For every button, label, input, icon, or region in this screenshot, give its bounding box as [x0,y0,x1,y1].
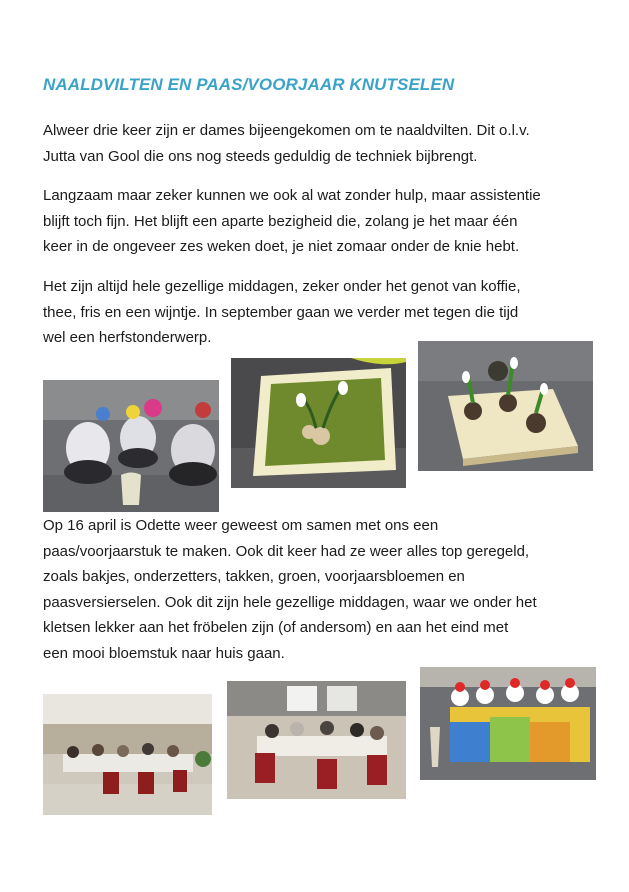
text-line: paasversierselen. Ook dit zijn hele gezellige middagen, waar we onder het [43,593,537,611]
felt-bulbs-board-photo [418,341,593,471]
text-line: een mooi bloemstuk naar huis gaan. [43,644,285,662]
text-line: zoals bakjes, onderzetters, takken, groen, voorjaarsbloemen en [43,568,465,585]
text-line: Jutta van Gool die ons nog steeds geduldig de techniek bijbrengt. [43,147,478,165]
easter-chickens-photo [420,667,596,780]
text-line: kletsen lekker aan het fröbelen zijn (of andersom) en aan het eind met [43,619,509,636]
text-line: Alweer drie keer zijn er dames bijeengekomen om te naaldvilten. Dit o.l.v. [43,122,530,139]
paragraph-4 [43,513,593,666]
text-line: Het zijn altijd hele gezellige middagen, zeker onder het genot van koffie, [43,278,521,295]
hall-group-photo [43,694,212,815]
text-line: paas/voorjaarstuk te maken. Ook dit keer had ze weer alles top geregeld, [43,542,530,560]
paragraph-1 [43,118,593,169]
felt-bunnies-photo [43,380,219,512]
felt-snowdrop-tile-photo [231,358,406,488]
text-line: thee, fris en een wijntje. In september gaan we verder met tegen die tijd [43,303,519,321]
text-line: keer in de ongeveer zes weken doet, je niet zomaar onder de knie hebt. [43,238,520,255]
paragraph-3 [43,274,593,351]
text-line: Op 16 april is Odette weer geweest om samen met ons een [43,517,439,534]
paragraph-2 [43,183,593,260]
text-line: blijft toch fijn. Het blijft een aparte bezigheid die, zolang je het maar één [43,212,518,230]
article-title: NAALDVILTEN EN PAAS/VOORJAAR KNUTSELEN [43,75,455,94]
text-line: Langzaam maar zeker kunnen we ook al wat zonder hulp, maar assistentie [43,187,541,204]
table-group-photo [227,681,406,799]
text-line: wel een herfstonderwerp. [43,329,212,346]
